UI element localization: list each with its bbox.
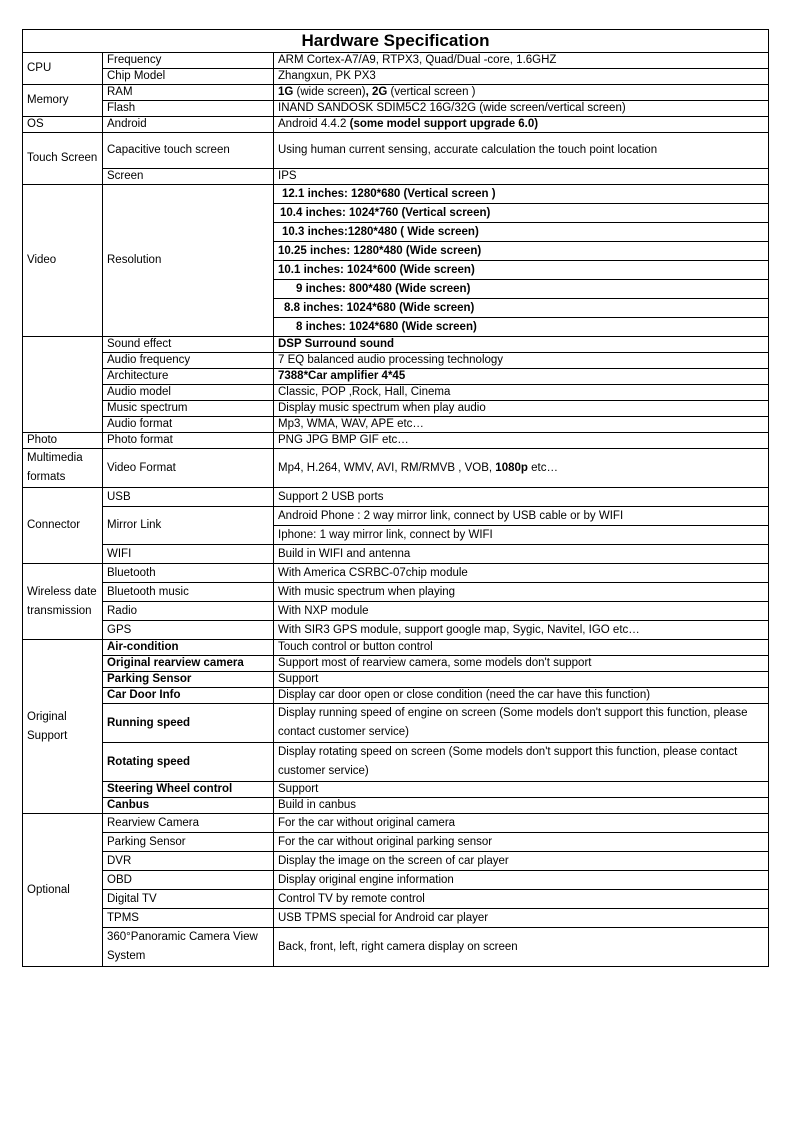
spec-value: IPS <box>274 169 769 185</box>
table-row <box>23 583 769 602</box>
spec-value: Display original engine information <box>274 871 769 890</box>
spec-value: Build in canbus <box>274 798 769 814</box>
ram-vertical: , 2G <box>365 86 388 98</box>
table-row <box>23 871 769 890</box>
table-row <box>23 852 769 871</box>
spec-label: Digital TV <box>103 890 274 909</box>
spec-value <box>274 117 769 133</box>
table-row <box>23 449 769 488</box>
spec-value <box>274 449 769 488</box>
title-row <box>23 30 769 53</box>
resolution-item: 10.3 inches:1280*480 ( Wide screen) <box>274 223 769 242</box>
spec-label: Capacitive touch screen <box>103 133 274 169</box>
table-row <box>23 353 769 369</box>
spec-value: Touch control or button control <box>274 640 769 656</box>
table-row <box>23 782 769 798</box>
spec-label: OBD <box>103 871 274 890</box>
spec-label: Flash <box>103 101 274 117</box>
table-row <box>23 640 769 656</box>
spec-label: GPS <box>103 621 274 640</box>
spec-label: Rearview Camera <box>103 814 274 833</box>
spec-label: Radio <box>103 602 274 621</box>
spec-value: Using human current sensing, accurate calculation the touch point location <box>274 133 769 169</box>
spec-value: Support most of rearview camera, some models don't support <box>274 656 769 672</box>
spec-value: Display music spectrum when play audio <box>274 401 769 417</box>
spec-label: Bluetooth <box>103 564 274 583</box>
category-photo: Photo <box>23 433 103 449</box>
spec-label: RAM <box>103 85 274 101</box>
table-row <box>23 621 769 640</box>
spec-label: Sound effect <box>103 337 274 353</box>
spec-value: Classic, POP ,Rock, Hall, Cinema <box>274 385 769 401</box>
table-row <box>23 909 769 928</box>
table-row <box>23 117 769 133</box>
spec-value: Back, front, left, right camera display on screen <box>274 928 769 967</box>
category-connector: Connector <box>23 488 103 564</box>
spec-label: Audio frequency <box>103 353 274 369</box>
table-row <box>23 369 769 385</box>
spec-label: Photo format <box>103 433 274 449</box>
table-row <box>23 69 769 85</box>
spec-value: Display car door open or close condition (need the car have this function) <box>274 688 769 704</box>
spec-label: Steering Wheel control <box>103 782 274 798</box>
resolution-item: 10.1 inches: 1024*600 (Wide screen) <box>274 261 769 280</box>
table-row <box>23 814 769 833</box>
table-row <box>23 417 769 433</box>
page-title: Hardware Specification <box>23 30 769 53</box>
video-1080p: 1080p <box>495 461 528 474</box>
category-wireless: Wireless date transmission <box>23 564 103 640</box>
table-row <box>23 798 769 814</box>
spec-value: Android Phone : 2 way mirror link, connect by USB cable or by WIFI <box>274 507 769 526</box>
spec-value: With music spectrum when playing <box>274 583 769 602</box>
spec-label: WIFI <box>103 545 274 564</box>
spec-label: 360°Panoramic Camera View System <box>103 928 274 967</box>
spec-value <box>274 85 769 101</box>
spec-value: 7 EQ balanced audio processing technology <box>274 353 769 369</box>
spec-value: DSP Surround sound <box>274 337 769 353</box>
spec-label: Screen <box>103 169 274 185</box>
table-row <box>23 185 769 204</box>
spec-label: Bluetooth music <box>103 583 274 602</box>
table-row <box>23 688 769 704</box>
spec-value: With SIR3 GPS module, support google map, Sygic, Navitel, IGO etc… <box>274 621 769 640</box>
spec-label: Video Format <box>103 449 274 488</box>
spec-value: For the car without original parking sensor <box>274 833 769 852</box>
spec-value: Display the image on the screen of car player <box>274 852 769 871</box>
spec-value: Control TV by remote control <box>274 890 769 909</box>
table-row <box>23 833 769 852</box>
spec-label: Audio format <box>103 417 274 433</box>
table-row <box>23 337 769 353</box>
table-row <box>23 385 769 401</box>
spec-label: Original rearview camera <box>103 656 274 672</box>
table-row <box>23 545 769 564</box>
table-row <box>23 704 769 743</box>
category-multimedia: Multimedia formats <box>23 449 103 488</box>
table-row <box>23 890 769 909</box>
spec-value: With NXP module <box>274 602 769 621</box>
hardware-spec-table <box>22 29 769 967</box>
table-row <box>23 85 769 101</box>
resolution-item: 9 inches: 800*480 (Wide screen) <box>274 280 769 299</box>
spec-label: Chip Model <box>103 69 274 85</box>
video-formats-end: etc… <box>527 461 558 474</box>
table-row <box>23 53 769 69</box>
table-row <box>23 101 769 117</box>
resolution-item: 12.1 inches: 1280*680 (Vertical screen ) <box>274 185 769 204</box>
category-memory: Memory <box>23 85 103 117</box>
spec-label: Architecture <box>103 369 274 385</box>
table-row <box>23 564 769 583</box>
spec-label: Car Door Info <box>103 688 274 704</box>
spec-value: USB TPMS special for Android car player <box>274 909 769 928</box>
spec-label: Canbus <box>103 798 274 814</box>
video-formats: Mp4, H.264, WMV, AVI, RM/RMVB , VOB, <box>278 461 496 474</box>
table-row <box>23 169 769 185</box>
category-touch-screen: Touch Screen <box>23 133 103 185</box>
table-row <box>23 928 769 967</box>
spec-value: Display running speed of engine on screen (Some models don't support this function, please contact customer service) <box>274 704 769 743</box>
spec-label: USB <box>103 488 274 507</box>
spec-label: Running speed <box>103 704 274 743</box>
table-row <box>23 401 769 417</box>
ram-vertical-note: (vertical screen ) <box>387 86 476 98</box>
table-row <box>23 488 769 507</box>
resolution-item: 8 inches: 1024*680 (Wide screen) <box>274 318 769 337</box>
spec-value: Mp3, WMA, WAV, APE etc… <box>274 417 769 433</box>
os-upgrade-note: (some model support upgrade 6.0) <box>349 118 539 130</box>
table-row <box>23 433 769 449</box>
spec-label: Resolution <box>103 185 274 337</box>
table-row <box>23 656 769 672</box>
category-original-support: Original Support <box>23 640 103 814</box>
table-row <box>23 507 769 526</box>
spec-value: PNG JPG BMP GIF etc… <box>274 433 769 449</box>
resolution-item: 10.4 inches: 1024*760 (Vertical screen) <box>274 204 769 223</box>
spec-value: Support <box>274 782 769 798</box>
spec-value: Display rotating speed on screen (Some models don't support this function, please contact customer service) <box>274 743 769 782</box>
category-video: Video <box>23 185 103 337</box>
spec-value: ARM Cortex-A7/A9, RTPX3, Quad/Dual -core, 1.6GHZ <box>274 53 769 69</box>
table-row <box>23 672 769 688</box>
category-audio <box>23 337 103 433</box>
spec-value: INAND SANDOSK SDIM5C2 16G/32G (wide screen/vertical screen) <box>274 101 769 117</box>
spec-value: Zhangxun, PK PX3 <box>274 69 769 85</box>
spec-value: Support <box>274 672 769 688</box>
ram-wide: 1G <box>278 86 294 98</box>
spec-value: 7388*Car amplifier 4*45 <box>274 369 769 385</box>
spec-label: TPMS <box>103 909 274 928</box>
os-version: Android 4.4.2 <box>278 118 350 130</box>
spec-label: Android <box>103 117 274 133</box>
spec-value: With America CSRBC-07chip module <box>274 564 769 583</box>
category-cpu: CPU <box>23 53 103 85</box>
category-os: OS <box>23 117 103 133</box>
table-row <box>23 602 769 621</box>
spec-value: Build in WIFI and antenna <box>274 545 769 564</box>
spec-label: Air-condition <box>103 640 274 656</box>
table-row <box>23 743 769 782</box>
table-row <box>23 133 769 169</box>
resolution-item: 10.25 inches: 1280*480 (Wide screen) <box>274 242 769 261</box>
spec-label: DVR <box>103 852 274 871</box>
spec-value: For the car without original camera <box>274 814 769 833</box>
spec-label: Music spectrum <box>103 401 274 417</box>
spec-label: Rotating speed <box>103 743 274 782</box>
spec-value: Support 2 USB ports <box>274 488 769 507</box>
resolution-item: 8.8 inches: 1024*680 (Wide screen) <box>274 299 769 318</box>
category-optional: Optional <box>23 814 103 967</box>
ram-wide-note: (wide screen) <box>293 86 366 98</box>
spec-label: Parking Sensor <box>103 672 274 688</box>
spec-label: Frequency <box>103 53 274 69</box>
spec-label: Parking Sensor <box>103 833 274 852</box>
spec-value: Iphone: 1 way mirror link, connect by WIFI <box>274 526 769 545</box>
spec-label: Audio model <box>103 385 274 401</box>
spec-label: Mirror Link <box>103 507 274 545</box>
